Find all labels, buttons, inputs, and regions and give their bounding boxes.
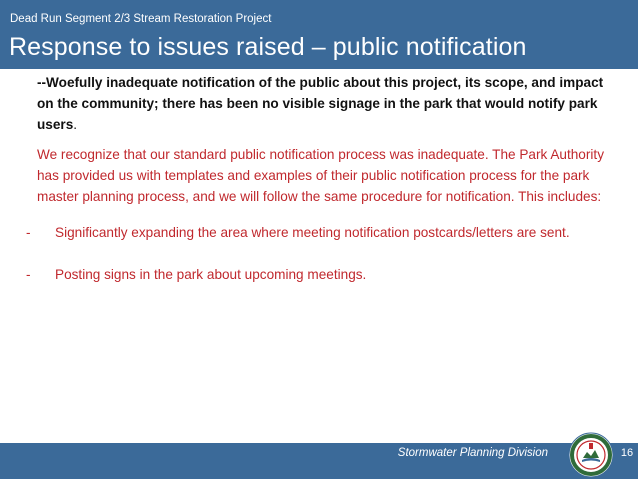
issue-period: . <box>73 117 78 132</box>
county-seal-icon <box>568 432 614 478</box>
bullet-text: Posting signs in the park about upcoming meetings. <box>55 267 367 282</box>
issue-statement <box>37 72 609 135</box>
list-item <box>26 222 609 243</box>
action-list <box>26 222 609 285</box>
bullet-marker: - <box>26 225 31 240</box>
page-number: 16 <box>620 447 634 459</box>
list-item <box>26 264 609 285</box>
bullet-marker: - <box>26 267 31 282</box>
slide-body <box>26 72 609 306</box>
response-paragraph: We recognize that our standard public notification process was inadequate. The Park Authority has provided us with templates and examples of their public notification process for the park master planning process, and we will follow the same procedure for notification. This includes: <box>37 147 604 204</box>
bullet-text: Significantly expanding the area where meeting notification postcards/letters are sent. <box>55 225 570 240</box>
project-subtitle: Dead Run Segment 2/3 Stream Restoration Project <box>10 13 272 25</box>
slide-title: Response to issues raised – public notification <box>9 33 527 61</box>
division-name: Stormwater Planning Division <box>397 447 548 459</box>
issue-text: --Woefully inadequate notification of the public about this project, its scope, and impact on the community; there has been no visible signage in the park that would notify park users <box>37 75 604 132</box>
title-bar <box>0 0 638 69</box>
